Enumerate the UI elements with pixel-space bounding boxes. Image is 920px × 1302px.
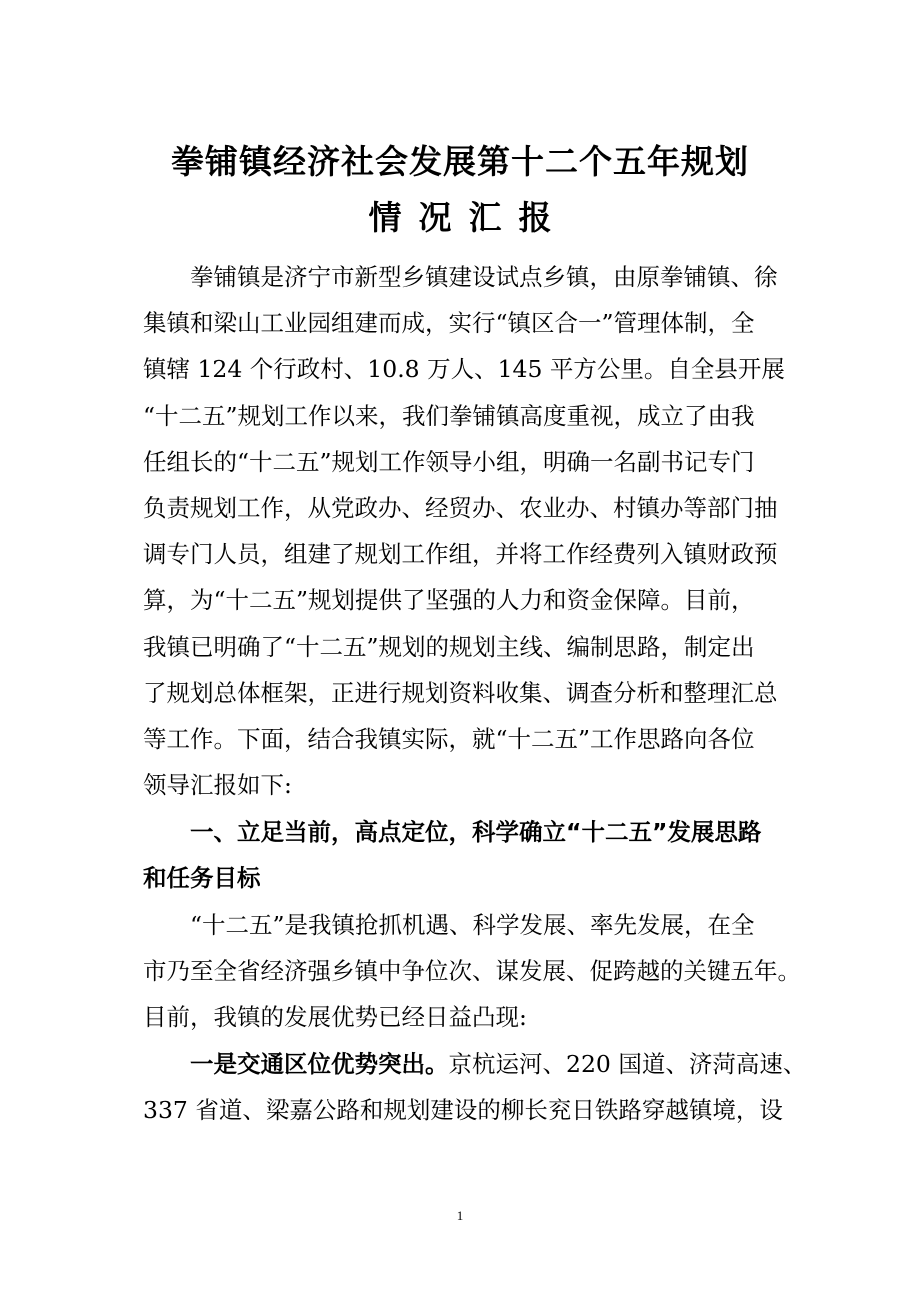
text-line: “十二五”规划工作以来，我们拳铺镇高度重视，成立了由我 <box>143 401 755 430</box>
text-line: 调专门人员，组建了规划工作组，并将工作经费列入镇财政预 <box>143 540 778 569</box>
text-line: 等工作。下面，结合我镇实际，就“十二五”工作思路向各位 <box>143 725 755 754</box>
text-line: 负责规划工作，从党政办、经贸办、农业办、村镇办等部门抽 <box>143 494 778 523</box>
document-subtitle: 情况汇报 <box>368 198 569 237</box>
text-line <box>143 1041 807 1087</box>
text-line: 领导汇报如下: <box>143 771 292 800</box>
text-line: 拳铺镇是济宁市新型乡镇建设试点乡镇，由原拳铺镇、徐 <box>190 263 778 291</box>
text-line: 了规划总体框架，正进行规划资料收集、调查分析和整理汇总 <box>143 678 778 707</box>
text-line: “十二五”是我镇抢抓机遇、科学发展、率先发展，在全 <box>190 911 755 939</box>
text-fragment: 京杭运河、220 国道、济菏高速、 <box>448 1050 807 1078</box>
text-line: 我镇已明确了“十二五”规划的规划主线、编制思路，制定出 <box>143 632 755 661</box>
heading-line: 和任务目标 <box>143 864 261 893</box>
heading-line: 一、立足当前，高点定位，科学确立“十二五”发展思路 <box>190 818 762 846</box>
text-line: 337 省道、梁嘉公路和规划建设的柳长兖日铁路穿越镇境，设 <box>143 1096 783 1125</box>
text-line: 目前，我镇的发展优势已经日益凸现: <box>143 1003 527 1032</box>
paragraph-advantages <box>143 902 803 1041</box>
text-line: 任组长的“十二五”规划工作领导小组，明确一名副书记专门 <box>143 447 755 476</box>
text-line: 算，为“十二五”规划提供了坚强的人力和资金保障。目前， <box>143 586 755 615</box>
paragraph-intro <box>143 254 803 808</box>
section-heading <box>143 809 803 901</box>
bold-lead: 一是交通区位优势突出。 <box>190 1050 449 1078</box>
page-number: 1 <box>456 1208 464 1223</box>
text-line: 镇辖 124 个行政村、10.8 万人、145 平方公里。自全县开展 <box>143 355 785 384</box>
text-line: 市乃至全省经济强乡镇中争位次、谋发展、促跨越的关键五年。 <box>143 957 801 986</box>
paragraph-transport <box>143 1041 807 1133</box>
text-line: 集镇和梁山工业园组建而成，实行“镇区合一”管理体制，全 <box>143 309 755 338</box>
document-title: 拳铺镇经济社会发展第十二个五年规划 <box>171 142 749 181</box>
